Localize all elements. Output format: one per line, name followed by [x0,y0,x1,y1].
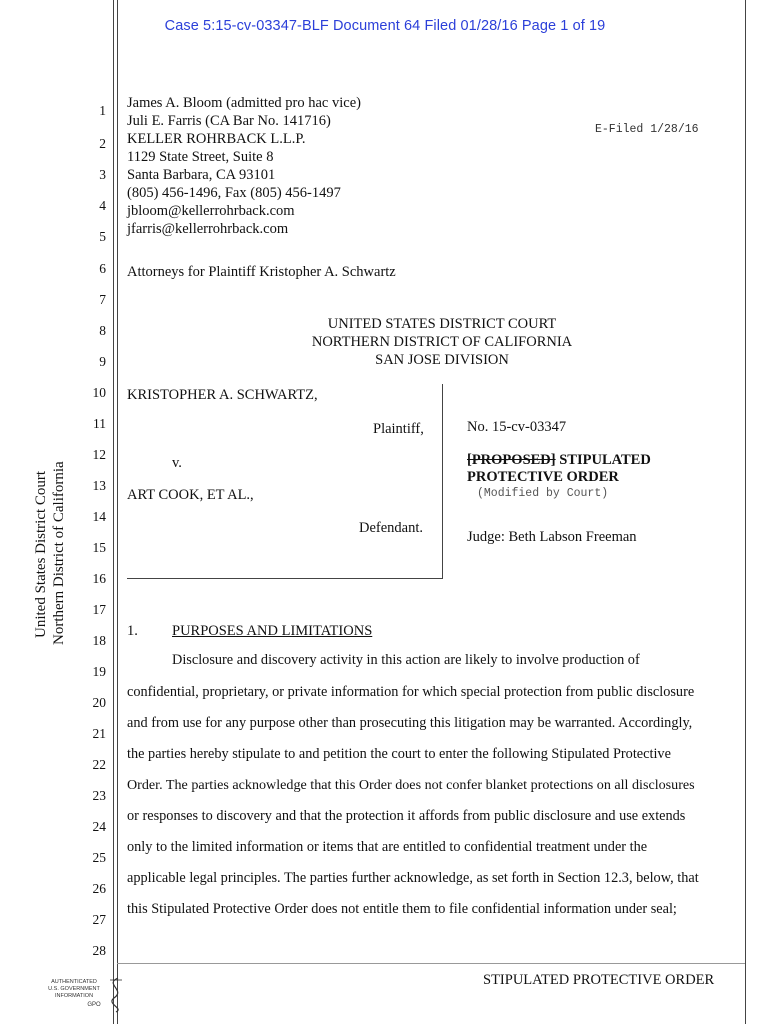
counsel-line: James A. Bloom (admitted pro hac vice) [127,95,361,111]
line-number: 23 [92,788,106,803]
line-number: 27 [92,912,106,927]
body-line: only to the limited information or items that are entitled to confidential treatment under the [127,839,648,855]
efiled-stamp: E-Filed 1/28/16 [595,123,699,136]
body-line: and from use for any purpose other than prosecuting this litigation may be warranted. Accordingly, [127,715,693,731]
court-heading [240,315,644,369]
line-number: 28 [92,943,106,958]
line-number: 9 [99,354,106,369]
line-number: 12 [92,447,106,462]
counsel-block [127,94,361,238]
line-number: 3 [99,167,106,182]
line-number: 22 [92,757,106,772]
line-number: 25 [92,850,106,865]
line-number: 14 [92,509,106,524]
line-number: 26 [92,881,106,896]
svg-text:AUTHENTICATED: AUTHENTICATED [51,979,97,985]
attorneys-for: Attorneys for Plaintiff Kristopher A. Schwartz [127,264,396,280]
right-margin-rule [745,0,746,1024]
line-number: 24 [92,819,106,834]
line-number: 1 [99,103,106,118]
gpo-seal [34,974,130,1014]
line-number: 19 [92,664,106,679]
line-number: 10 [92,385,106,400]
body-line: applicable legal principles. The parties further acknowledge, as set forth in Section 12.3, below, that [127,870,699,886]
body-line: Disclosure and discovery activity in this action are likely to involve production of [172,652,640,668]
caption-horizontal-rule [127,578,443,579]
line-number: 13 [92,478,106,493]
body-line: this Stipulated Protective Order does not entitle them to file confidential information under seal; [127,901,677,917]
body-line: Order. The parties acknowledge that this Order does not confer blanket protections on all disclosures [127,777,695,793]
defendant-role: Defendant. [359,520,424,536]
filing-header: Case 5:15-cv-03347-BLF Document 64 Filed 01/28/16 Page 1 of 19 [164,18,606,34]
title-rest: STIPULATED [555,452,651,468]
modified-note: (Modified by Court) [477,487,609,500]
line-number: 6 [99,261,106,276]
versus: v. [172,455,182,471]
gpo-seal-icon [34,974,130,1014]
line-number: 7 [99,292,106,307]
counsel-line: jfarris@kellerrohrback.com [127,221,289,237]
document-title-line2: PROTECTIVE ORDER [467,469,619,485]
line-number: 21 [92,726,106,741]
court-district: NORTHERN DISTRICT OF CALIFORNIA [311,334,573,350]
body-line: confidential, proprietary, or private information for which special protection from public disclosure [127,684,695,700]
section-number: 1. [127,623,138,639]
line-number: 15 [92,540,106,555]
counsel-line: Juli E. Farris (CA Bar No. 141716) [127,113,331,129]
caption-vertical-rule [442,384,443,578]
sidebar-court: United States District Court [33,470,49,638]
court-division: SAN JOSE DIVISION [375,352,509,368]
line-number: 18 [92,633,106,648]
title-struck: [PROPOSED] [467,452,556,468]
counsel-line: 1129 State Street, Suite 8 [127,149,274,165]
section-heading: PURPOSES AND LIMITATIONS [172,623,373,639]
counsel-line: (805) 456-1496, Fax (805) 456-1497 [127,185,341,201]
footer-rule [117,963,745,964]
line-number: 11 [93,416,106,431]
line-number: 8 [99,323,106,338]
svg-text:GPO: GPO [87,1002,101,1008]
line-number: 2 [99,136,106,151]
svg-text:INFORMATION: INFORMATION [54,993,94,999]
body-line: the parties hereby stipulate to and petition the court to enter the following Stipulated Protective [127,746,671,762]
svg-text:U.S. GOVERNMENT: U.S. GOVERNMENT [48,986,100,992]
counsel-line: jbloom@kellerrohrback.com [127,203,295,219]
sidebar-district: Northern District of California [51,461,67,645]
document-title [467,451,651,469]
plaintiff-name: KRISTOPHER A. SCHWARTZ, [127,387,318,403]
line-number: 17 [92,602,106,617]
line-number: 20 [92,695,106,710]
line-number: 16 [92,571,106,586]
line-number: 4 [99,198,106,213]
counsel-line: Santa Barbara, CA 93101 [127,167,276,183]
footer-title: STIPULATED PROTECTIVE ORDER [483,972,715,988]
left-margin-rule-inner [117,0,118,1024]
body-line: or responses to discovery and that the protection it affords from public disclosure and use extends [127,808,686,824]
defendant-name: ART COOK, ET AL., [127,487,254,503]
plaintiff-role: Plaintiff, [373,421,424,437]
left-margin-rule [113,0,114,1024]
counsel-line: KELLER ROHRBACK L.L.P. [127,131,306,147]
court-name: UNITED STATES DISTRICT COURT [327,316,557,332]
line-number: 5 [99,229,106,244]
case-number: No. 15-cv-03347 [467,419,567,435]
judge-name: Judge: Beth Labson Freeman [467,529,637,545]
